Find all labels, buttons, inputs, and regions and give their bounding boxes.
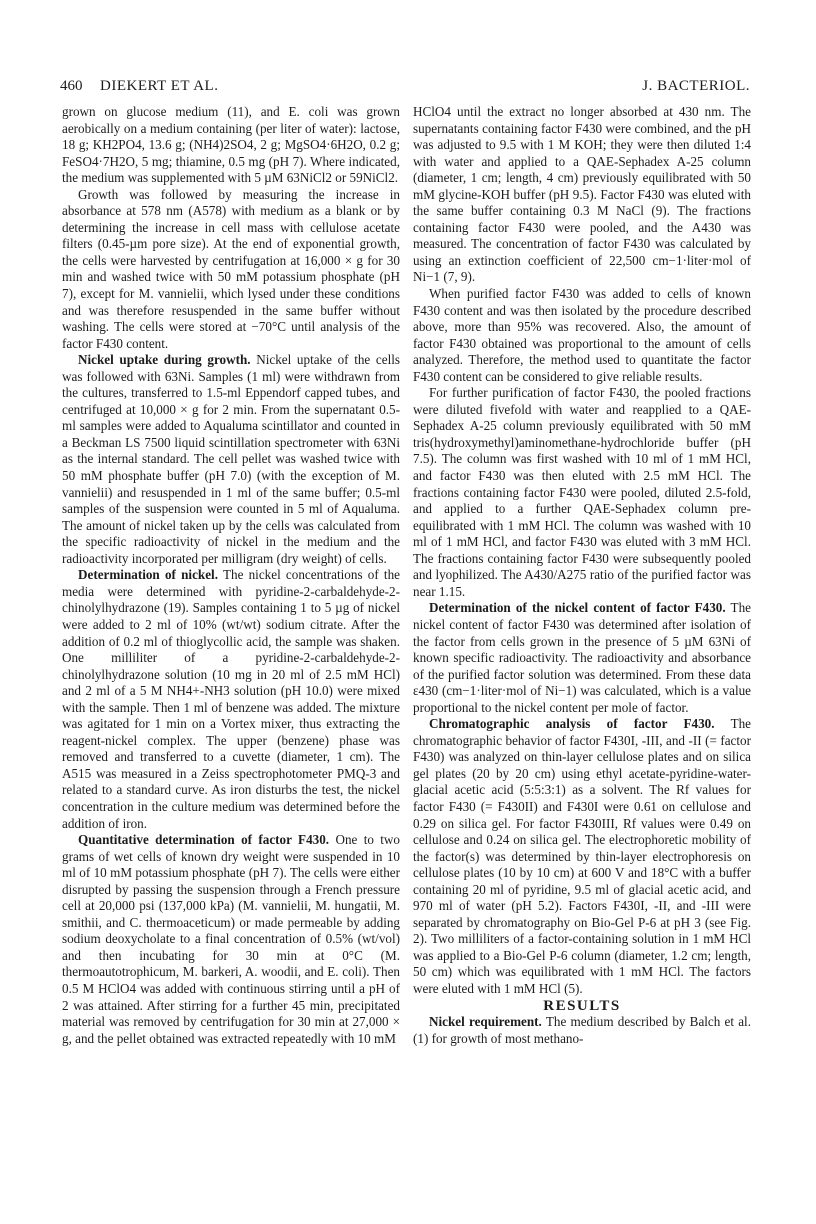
- paragraph: Determination of nickel. The nickel concentrations of the media were determined with pyridine-2-carbaldehyde-2-chinolylhydrazone (19). Samples containing 1 to 5 µg of nickel were added to 2 ml of 10% (wt/wt) sodium citrate. After the addition of 0.2 ml of thioglycollic acid, the sample was shaken. One milliliter of a pyridine-2-carbaldehyde-2-chinolylhydrazone solution (10 mg in 20 ml of 2.5 mM HCl) and 2 ml of a 5 M NH4+-NH3 solution (pH 10.0) were mixed with the sample. Then 1 ml of benzene was added. The mixture was agitated for 1 min on a Vortex mixer, thus extracting the reagent-nickel complex. The upper (benzene) phase was removed and transferred to a cuvette (diameter, 1 cm). The A515 was measured in a Zeiss spectrophotometer PMQ-3 and related to a standard curve. As iron disturbs the test, the nickel concentration in the culture medium was determined before the addition of iron.: [62, 567, 400, 831]
- paragraph-heading: Nickel requirement.: [429, 1014, 542, 1030]
- paragraph: Growth was followed by measuring the increase in absorbance at 578 nm (A578) with medium as a blank or by determining the increase in cell mass with cellulose acetate filters (0.45-µm pore size). At the end of exponential growth, the cells were harvested by centrifugation at 16,000 × g for 30 min and washed twice with 50 mM potassium phosphate (pH 7), except for M. vannielii, which lysed under these conditions and was therefore resuspended in the same buffer without washing. The cells were stored at −70°C until analysis of the factor F430 content.: [62, 186, 400, 351]
- paragraph: Determination of the nickel content of factor F430. The nickel content of factor F430 was determined after isolation of the factor from cells grown in the presence of 5 µM 63Ni of known specific radioactivity. The radioactivity and absorbance of the purified factor solution was determined. From these data ε430 (cm−1·liter·mol of Ni−1) was calculated, which is a value proportional to the nickel content per mole of factor.: [413, 600, 751, 715]
- running-authors: DIEKERT ET AL.: [100, 78, 219, 94]
- paragraph: Quantitative determination of factor F430. One to two grams of wet cells of known dry weight were suspended in 10 ml of 10 mM potassium phosphate (pH 7). The cells were either disrupted by passing the suspension through a French pressure cell at 20,000 psi (137,000 kPa) (M. vannielii, M. hungatii, M. smithii, and C. thermoaceticum) or made permeable by adding sodium deoxycholate to a final concentration of 0.5% (wt/vol) and then incubating for 30 min at 0°C (M. thermoautotrophicum, M. barkeri, A. woodii, and E. coli). Then 0.5 M HClO4 was added with continuous stirring until a pH of 2 was attained. After stirring for a further 45 min, precipitated material was removed by centrifugation for 30 min at 27,000 × g, and the pellet obtained was extracted repeatedly with 10 mM: [62, 832, 400, 1046]
- left-column: [62, 104, 400, 1047]
- paragraph: HClO4 until the extract no longer absorbed at 430 nm. The supernatants containing factor F430 were combined, and the pH was adjusted to 9.5 with 1 M KOH; they were then diluted 1:4 with water and applied to a QAE-Sephadex A-25 column (diameter, 1 cm; length, 4 cm) previously equilibrated with 50 mM glycine-KOH buffer (pH 9.5). Factor F430 was eluted with the same buffer containing 0.3 M NaCl (9). The fractions containing factor F430 were pooled, and the A430 was measured. The concentration of factor F430 was calculated by using an extinction coefficient of 22,500 cm−1·liter·mol of Ni−1 (7, 9).: [413, 104, 751, 285]
- paragraph: Nickel uptake during growth. Nickel uptake of the cells was followed with 63Ni. Samples (1 ml) were withdrawn from the cultures, transferred to 1.5-ml Eppendorf capped tubes, and centrifuged at 10,000 × g for 2 min. From the supernatant 0.5-ml samples were added to Aqualuma scintillator and counted in a Beckman LS 7500 liquid scintillation spectrometer with 63Ni as the internal standard. The cell pellet was washed twice with 50 mM phosphate buffer (pH 7.0) (with the exception of M. vannielii) and resuspended in 1 ml of the same buffer; 0.5-ml samples of the suspension were counted in 5 ml of Aqualuma. The amount of nickel taken up by the cells was calculated from the specific radioactivity of nickel in the medium and the radioactivity incorporated per milligram (dry weight) of cells.: [62, 352, 400, 566]
- journal-name: J. BACTERIOL.: [642, 78, 750, 94]
- paragraph: Chromatographic analysis of factor F430. The chromatographic behavior of factor F430I, -III, and -II (= factor F430) was analyzed on thin-layer cellulose plates and on silica gel plates (20 by 20 cm) using ethyl acetate-pyridine-water-glacial acetic acid (5:5:3:1) as a solvent. The Rf values for factor F430 (= F430II) and F430I were 0.61 on cellulose and 0.29 on silica gel. For factor F430III, Rf values were 0.49 on cellulose and 0.24 on silica gel. The electrophoretic mobility of the factor(s) was determined by thin-layer electrophoresis on cellulose plates (10 by 10 cm) at 600 V and 18°C with a buffer containing 20 ml of pyridine, 9.5 ml of glacial acetic acid, and 970 ml of water (pH 5.2). Factors F430I, -II, and -III were separated by chromatography on Bio-Gel P-6 at pH 3 (see Fig. 2). Two milliliters of a factor-containing solution in 1 mM HCl was applied to a Bio-Gel P-6 column (diameter, 1.2 cm; length, 50 cm) which was equilibrated with 1 mM HCl. The factors were eluted with 1 mM HCl (5).: [413, 716, 751, 996]
- paragraph: Nickel requirement. The medium described by Balch et al. (1) for growth of most methano-: [413, 1014, 751, 1046]
- page-number: 460: [60, 78, 83, 94]
- right-column: [413, 104, 751, 1047]
- running-header: [60, 78, 750, 102]
- paragraph-heading: Determination of nickel.: [78, 567, 218, 583]
- paragraph-heading: Determination of the nickel content of factor F430.: [429, 600, 726, 616]
- paragraph-heading: Quantitative determination of factor F430.: [78, 832, 330, 848]
- paragraph-heading: Nickel uptake during growth.: [78, 352, 251, 368]
- paragraph-heading: Chromatographic analysis of factor F430.: [429, 716, 715, 732]
- paragraph: For further purification of factor F430, the pooled fractions were diluted fivefold with water and reapplied to a QAE-Sephadex A-25 column previously equilibrated with 50 mM tris(hydroxymethyl)aminomethane-hydrochloride buffer (pH 7.5). The column was first washed with 10 ml of 1 mM HCl, and factor F430 was then eluted with 2.5 mM HCl. The fractions containing factor F430 were pooled, diluted 2.5-fold, and applied to a further QAE-Sephadex column pre-equilibrated with 1 mM HCl. The column was washed with 10 ml of 1 mM HCl, and factor F430 was eluted with 3 mM HCl. The fractions containing factor F430 were subsequently pooled and lyophilized. The A430/A275 ratio of the purified factor was near 1.15.: [413, 385, 751, 599]
- paragraph: grown on glucose medium (11), and E. coli was grown aerobically on a medium containing (per liter of water): lactose, 18 g; KH2PO4, 13.6 g; (NH4)2SO4, 2 g; MgSO4·6H2O, 0.2 g; FeSO4·7H2O, 5 mg; thiamine, 0.5 mg (pH 7). Where indicated, the medium was supplemented with 5 µM 63NiCl2 or 59NiCl2.: [62, 104, 400, 186]
- paragraph: When purified factor F430 was added to cells of known F430 content and was then isolated by the procedure described above, more than 95% was recovered. Also, the amount of factor F430 obtained was proportional to the amount of cells analyzed. Therefore, the method used to quantitate the factor F430 content can be considered to give reliable results.: [413, 286, 751, 384]
- section-title-results: RESULTS: [543, 997, 621, 1014]
